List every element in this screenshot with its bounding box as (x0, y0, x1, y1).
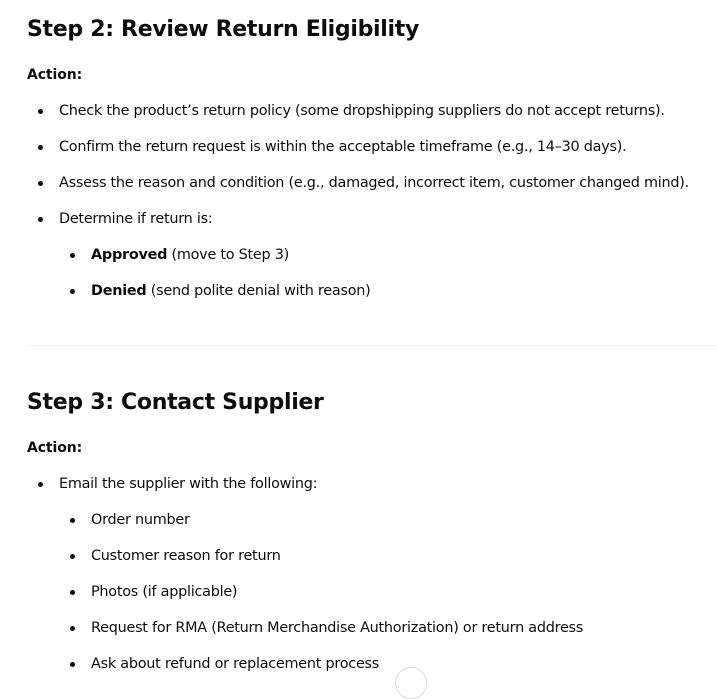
bullet-icon (70, 253, 75, 258)
list-item-text: Confirm the return request is within the acceptable timeframe (e.g., 14–30 days). (59, 139, 627, 155)
bullet-icon (70, 554, 75, 559)
bullet-icon (38, 181, 43, 186)
bullet-icon (70, 518, 75, 523)
list-item-text: Email the supplier with the following: (59, 476, 318, 492)
scroll-down-button[interactable] (395, 667, 427, 699)
sub-list-item-text: Ask about refund or replacement process (91, 656, 380, 672)
list-item-text: Determine if return is: (59, 211, 213, 227)
denied-note: (send polite denial with reason) (146, 283, 371, 299)
bullet-icon (70, 626, 75, 631)
bullet-icon (70, 662, 75, 667)
sub-list-item (91, 580, 237, 604)
approved-note: (move to Step 3) (167, 247, 290, 263)
sub-list-item-denied (91, 279, 371, 303)
section-divider (27, 345, 717, 346)
sub-list-item (91, 508, 190, 532)
sub-list-item (91, 652, 379, 676)
sub-list-item-text: Customer reason for return (91, 548, 281, 564)
sub-list-item-text: Photos (if applicable) (91, 584, 238, 600)
bullet-icon (38, 145, 43, 150)
list-item-text: Check the product’s return policy (some dropshipping suppliers do not accept returns). (59, 103, 665, 119)
sub-list-item (91, 616, 583, 640)
step3-action-label: Action: (27, 440, 83, 456)
denied-label: Denied (91, 283, 147, 299)
sub-list-item (91, 544, 281, 568)
bullet-icon (70, 289, 75, 294)
approved-label: Approved (91, 247, 168, 263)
list-item (59, 207, 212, 231)
sub-list-item-text: Order number (91, 512, 190, 528)
step3-heading: Step 3: Contact Supplier (27, 390, 324, 415)
sub-list-item-text: Request for RMA (Return Merchandise Authorization) or return address (91, 620, 584, 636)
bullet-icon (70, 590, 75, 595)
bullet-icon (38, 482, 43, 487)
step2-action-label: Action: (27, 67, 83, 83)
bullet-icon (38, 217, 43, 222)
list-item-text: Assess the reason and condition (e.g., damaged, incorrect item, customer changed mind). (59, 175, 689, 191)
list-item (59, 472, 317, 496)
sub-list-item-approved (91, 243, 289, 267)
list-item (59, 99, 665, 123)
bullet-icon (38, 109, 43, 114)
step2-heading: Step 2: Review Return Eligibility (27, 17, 420, 42)
list-item (59, 171, 689, 195)
list-item (59, 135, 626, 159)
